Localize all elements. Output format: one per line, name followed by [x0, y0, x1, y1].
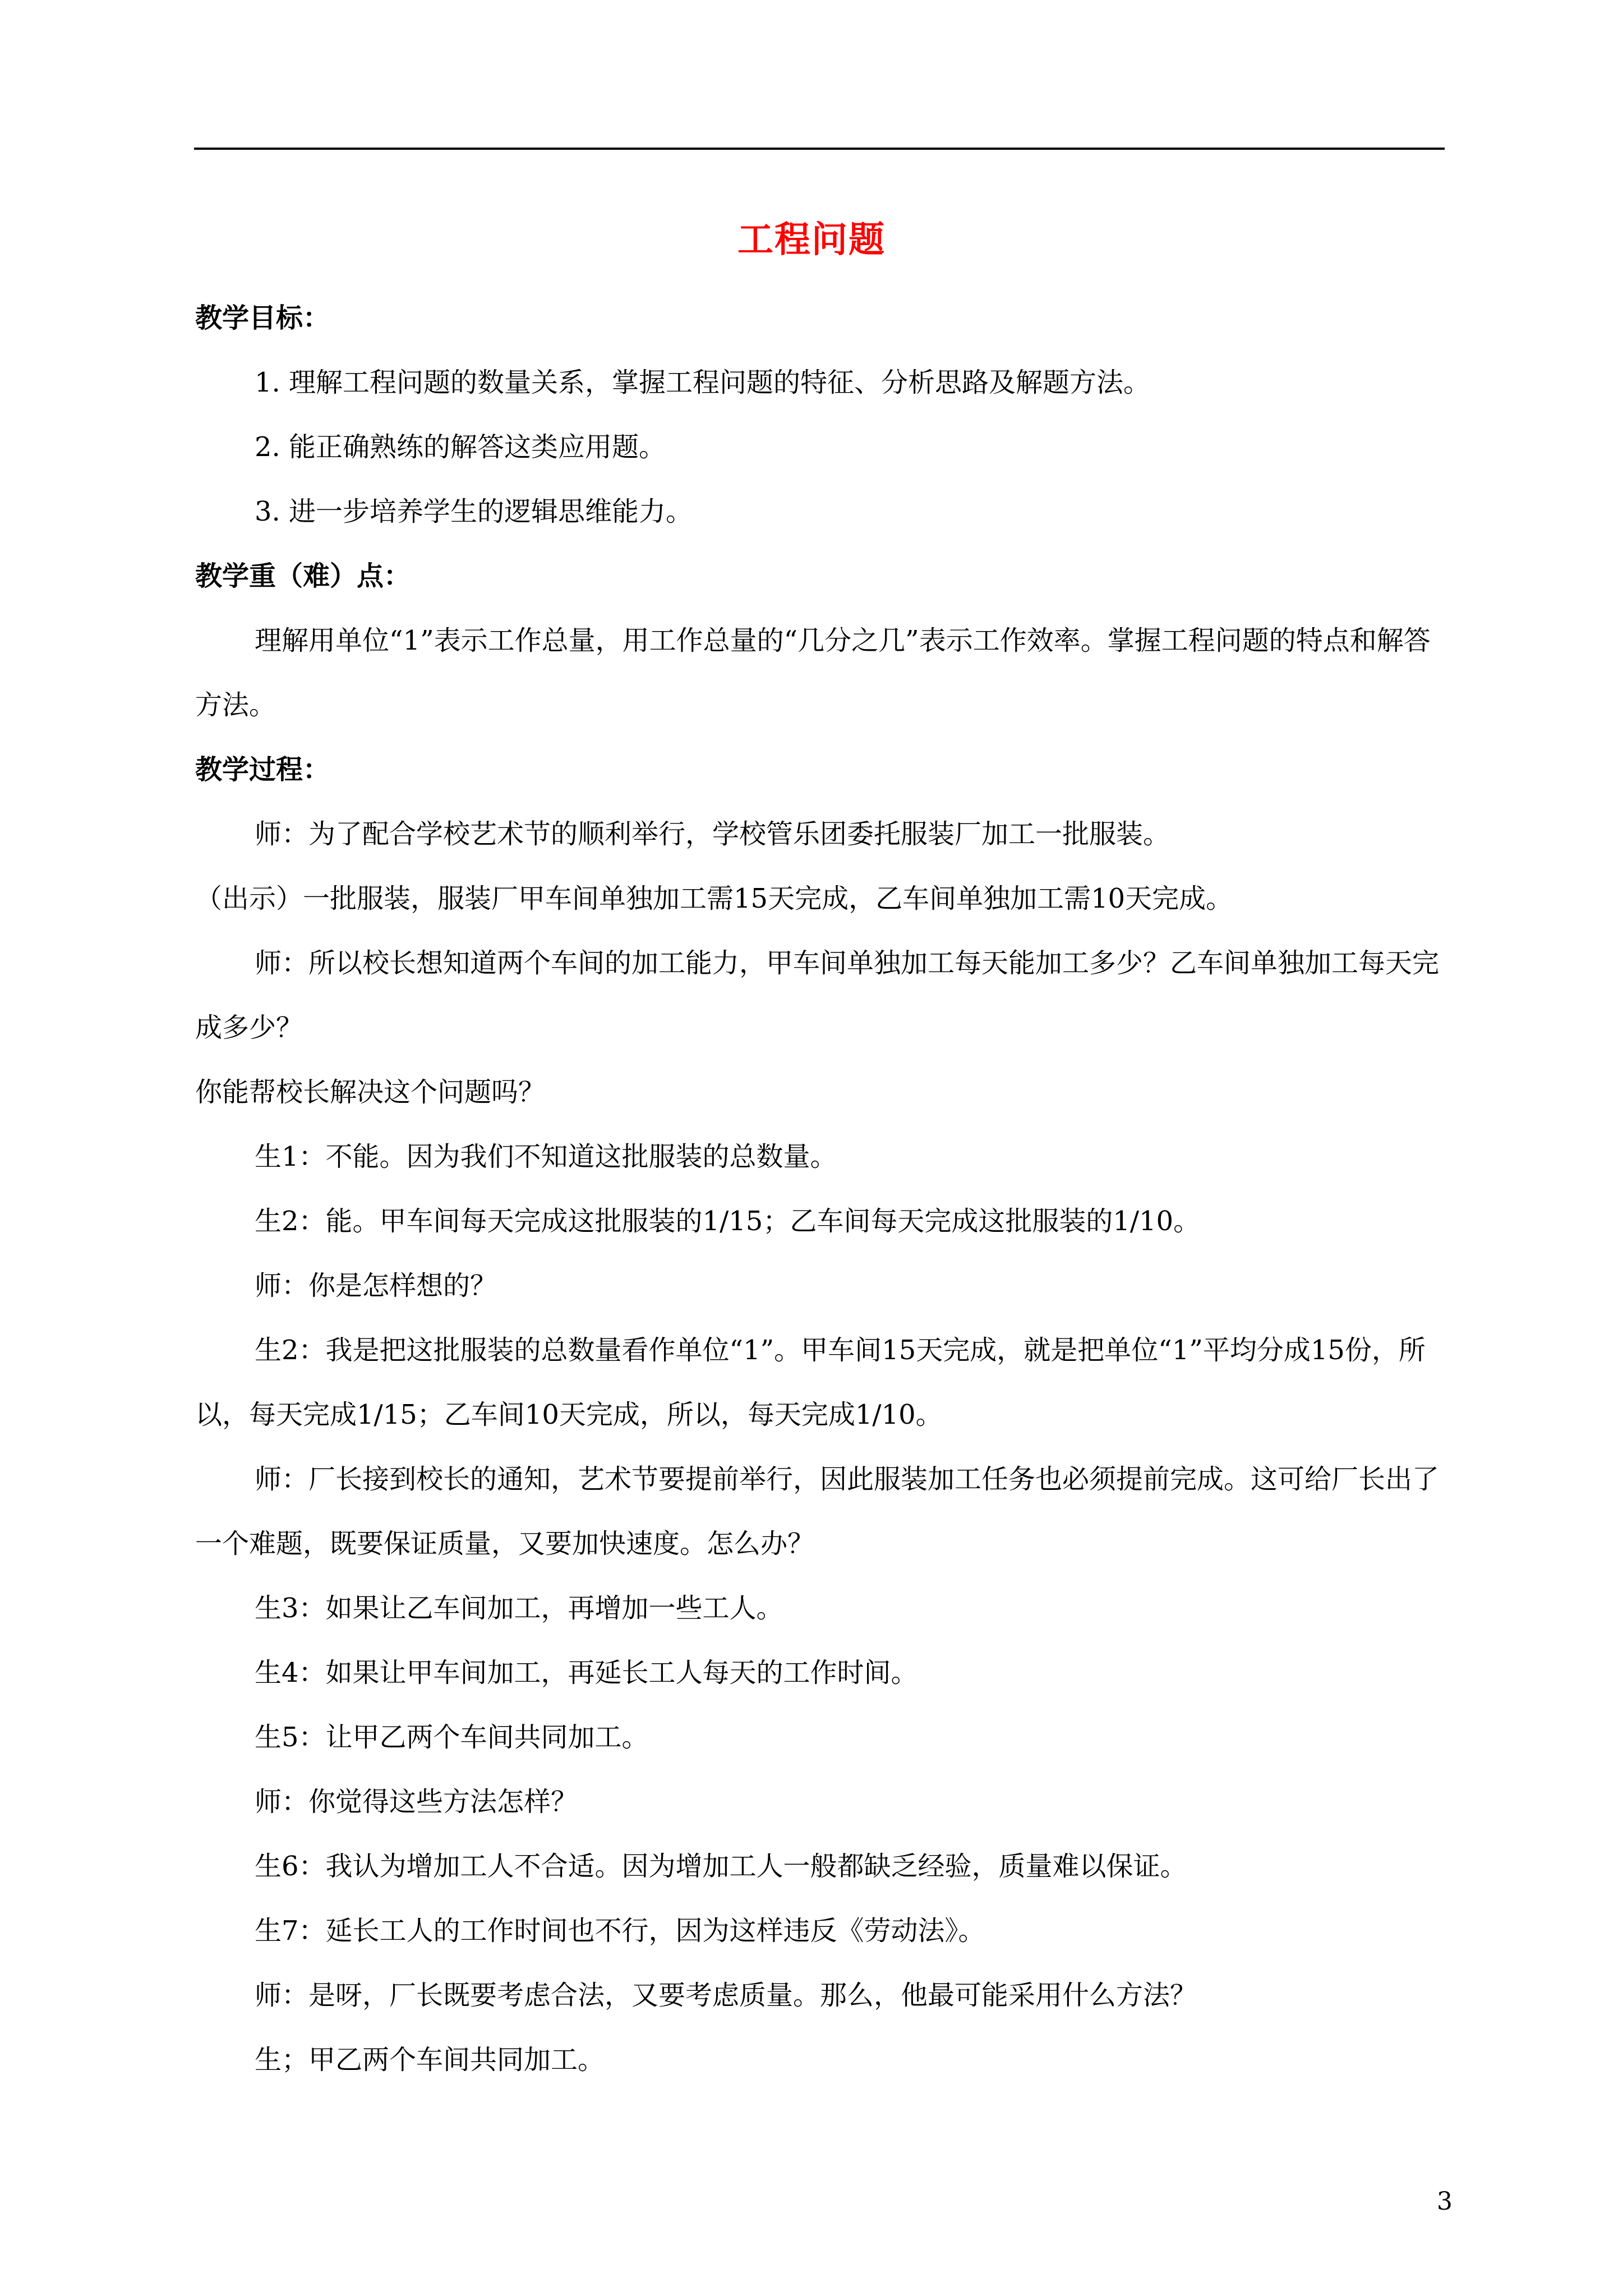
process-paragraph: （出示）一批服装，服装厂甲车间单独加工需15天完成，乙车间单独加工需10天完成。 — [195, 883, 1233, 914]
process-paragraph: 生1：不能。因为我们不知道这批服装的总数量。 — [255, 1141, 837, 1172]
objective-item-1: 1. 理解工程问题的数量关系，掌握工程问题的特征、分析思路及解题方法。 — [255, 367, 1151, 398]
document-title: 工程问题 — [737, 219, 886, 261]
key-points-heading: 教学重（难）点： — [195, 560, 411, 592]
process-paragraph: 生3：如果让乙车间加工，再增加一些工人。 — [255, 1593, 783, 1624]
process-paragraph: 生5：让甲乙两个车间共同加工。 — [255, 1722, 649, 1753]
process-paragraph: 师：所以校长想知道两个车间的加工能力，甲车间单独加工每天能加工多少？乙车间单独加工每天完成多少？ — [195, 947, 1440, 1043]
objective-item-3: 3. 进一步培养学生的逻辑思维能力。 — [255, 496, 693, 527]
process-paragraph: 生4：如果让甲车间加工，再延长工人每天的工作时间。 — [255, 1657, 918, 1688]
process-paragraph: 师：是呀，厂长既要考虑合法，又要考虑质量。那么，他最可能采用什么方法？ — [255, 1980, 1197, 2011]
process-paragraph: 生；甲乙两个车间共同加工。 — [255, 2044, 605, 2076]
process-paragraph: 师：厂长接到校长的通知，艺术节要提前举行，因此服装加工任务也必须提前完成。这可给厂长出了一个难题，既要保证质量，又要加快速度。怎么办？ — [195, 1464, 1440, 1559]
process-paragraph: 生2：我是把这批服装的总数量看作单位“1”。甲车间15天完成，就是把单位“1”平均分成15份，所以，每天完成1/15；乙车间10天完成，所以，每天完成1/10。 — [195, 1335, 1426, 1430]
process-paragraph: 师：你觉得这些方法怎样？ — [255, 1786, 578, 1818]
process-paragraph: 你能帮校长解决这个问题吗？ — [195, 1076, 546, 1108]
process-paragraph: 生2：能。甲车间每天完成这批服装的1/15；乙车间每天完成这批服装的1/10。 — [255, 1205, 1201, 1237]
document-body — [195, 286, 1446, 2092]
key-points-text: 理解用单位“1”表示工作总量，用工作总量的“几分之几”表示工作效率。掌握工程问题的特点和解答方法。 — [195, 625, 1431, 721]
process-paragraph: 生7：延长工人的工作时间也不行，因为这样违反《劳动法》。 — [255, 1915, 985, 1947]
objectives-heading: 教学目标： — [195, 302, 330, 334]
process-paragraph: 生6：我认为增加工人不合适。因为增加工人一般都缺乏经验，质量难以保证。 — [255, 1851, 1187, 1882]
page-number: 3 — [1437, 2187, 1453, 2216]
process-paragraph: 师：你是怎样想的？ — [255, 1270, 497, 1301]
process-heading: 教学过程： — [195, 754, 330, 785]
process-paragraph: 师：为了配合学校艺术节的顺利举行，学校管乐团委托服装厂加工一批服装。 — [255, 818, 1170, 850]
objective-item-2: 2. 能正确熟练的解答这类应用题。 — [255, 431, 666, 463]
header-rule — [194, 148, 1445, 150]
